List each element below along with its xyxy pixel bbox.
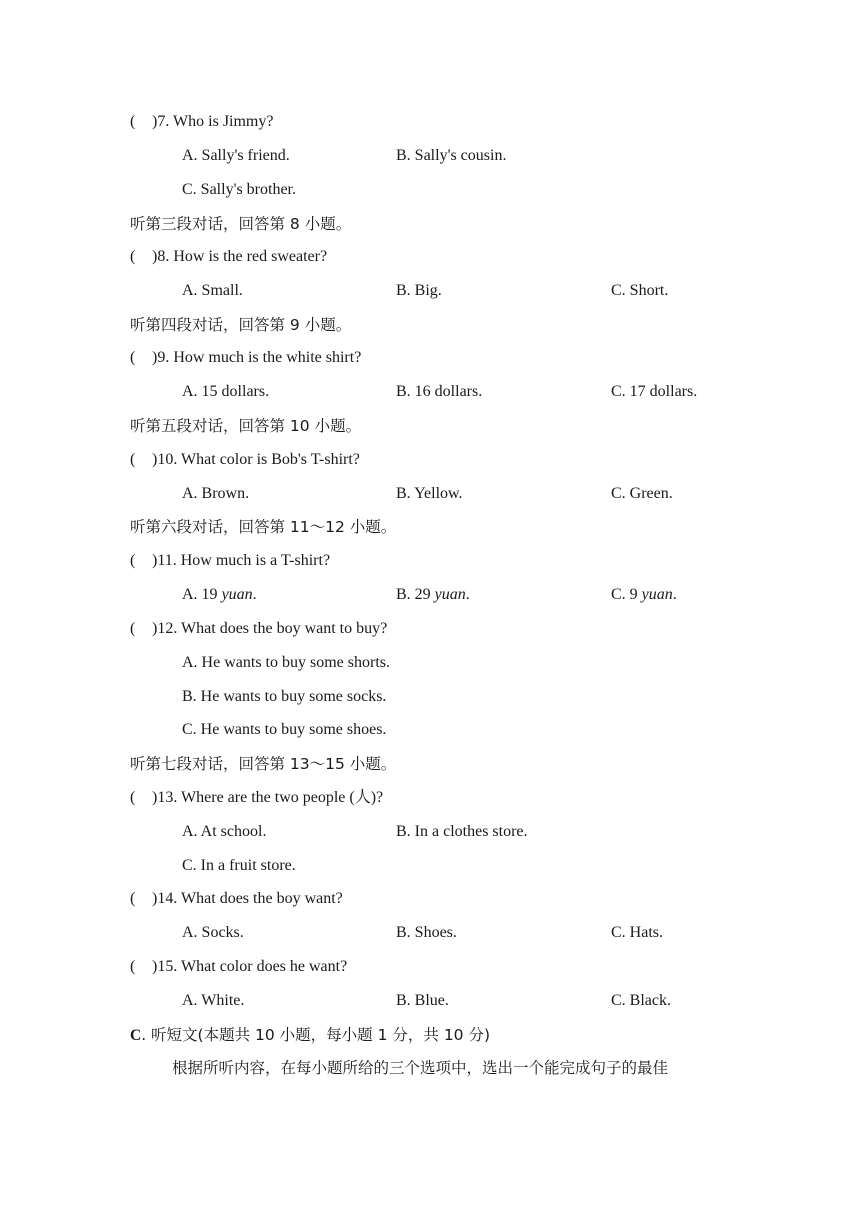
- answer-blank[interactable]: (: [130, 451, 136, 468]
- options-row: [182, 144, 820, 168]
- option-c: C. 17 dollars.: [611, 383, 698, 400]
- option-b: B. Sally's cousin.: [396, 147, 507, 164]
- option-b: B. In a clothes store.: [396, 823, 528, 840]
- option-b: B. 29 yuan.: [396, 586, 470, 603]
- option-a: A. Small.: [182, 282, 243, 299]
- answer-blank[interactable]: (: [130, 349, 136, 366]
- instruction-text: 根据所听内容，在每小题所给的三个选项中，选出一个能完成句子的最佳: [172, 1059, 669, 1077]
- answer-blank[interactable]: (: [130, 552, 136, 569]
- option-b: B. Big.: [396, 282, 442, 299]
- option-c: C. He wants to buy some shoes.: [182, 721, 387, 738]
- option-a: A. White.: [182, 992, 245, 1009]
- answer-blank[interactable]: (: [130, 620, 136, 637]
- section-c-title: [130, 1023, 820, 1047]
- option-b: B. 16 dollars.: [396, 383, 483, 400]
- question-text: )13. Where are the two people (人)?: [152, 789, 384, 806]
- option-a: A. 15 dollars.: [182, 383, 270, 400]
- options-row: [182, 718, 820, 742]
- section-heading: 听第三段对话，回答第 8 小题。: [130, 215, 352, 233]
- options-row: [182, 583, 820, 607]
- option-c: C. In a fruit store.: [182, 857, 296, 874]
- section-title-text: . 听短文(本题共 10 小题，每小题 1 分，共 10 分): [141, 1026, 491, 1044]
- question-text: )11. How much is a T-shirt?: [152, 552, 331, 569]
- option-c: C. Hats.: [611, 924, 663, 941]
- question-7: [130, 110, 820, 134]
- options-row: [182, 380, 820, 404]
- options-row: [182, 685, 820, 709]
- question-text: )12. What does the boy want to buy?: [152, 620, 388, 637]
- question-15: [130, 955, 820, 979]
- option-b: B. Blue.: [396, 992, 449, 1009]
- option-c: C. 9 yuan.: [611, 586, 677, 603]
- answer-blank[interactable]: (: [130, 789, 136, 806]
- section-heading: 听第五段对话，回答第 10 小题。: [130, 417, 362, 435]
- options-row: [182, 279, 820, 303]
- option-b: B. Shoes.: [396, 924, 457, 941]
- section-heading: 听第六段对话，回答第 11～12 小题。: [130, 518, 397, 536]
- option-c: C. Sally's brother.: [182, 181, 296, 198]
- option-b: B. He wants to buy some socks.: [182, 688, 387, 705]
- section-letter: C: [130, 1027, 142, 1044]
- options-row: [182, 820, 820, 844]
- question-text: )15. What color does he want?: [152, 958, 348, 975]
- options-row: [182, 854, 820, 878]
- answer-blank[interactable]: (: [130, 958, 136, 975]
- option-a: A. Brown.: [182, 485, 250, 502]
- question-text: )7. Who is Jimmy?: [152, 113, 274, 130]
- question-14: [130, 887, 820, 911]
- option-a: A. Socks.: [182, 924, 244, 941]
- option-c: C. Black.: [611, 992, 671, 1009]
- question-11: [130, 549, 820, 573]
- answer-blank[interactable]: (: [130, 113, 136, 130]
- question-8: [130, 245, 820, 269]
- question-text: )8. How is the red sweater?: [152, 248, 328, 265]
- option-a: A. At school.: [182, 823, 267, 840]
- question-text: )9. How much is the white shirt?: [152, 349, 362, 366]
- section-heading: 听第七段对话，回答第 13～15 小题。: [130, 755, 397, 773]
- options-row: [182, 482, 820, 506]
- question-9: [130, 346, 820, 370]
- option-c: C. Short.: [611, 282, 669, 299]
- question-10: [130, 448, 820, 472]
- option-a: A. He wants to buy some shorts.: [182, 654, 390, 671]
- question-text: )10. What color is Bob's T-shirt?: [152, 451, 360, 468]
- section-heading: 听第四段对话，回答第 9 小题。: [130, 316, 352, 334]
- options-row: [182, 989, 820, 1013]
- answer-blank[interactable]: (: [130, 890, 136, 907]
- question-text: )14. What does the boy want?: [152, 890, 343, 907]
- option-c: C. Green.: [611, 485, 673, 502]
- options-row: [182, 921, 820, 945]
- options-row: [182, 178, 820, 202]
- option-b: B. Yellow.: [396, 485, 463, 502]
- options-row: [182, 651, 820, 675]
- question-12: [130, 617, 820, 641]
- answer-blank[interactable]: (: [130, 248, 136, 265]
- option-a: A. 19 yuan.: [182, 586, 257, 603]
- question-13: [130, 786, 820, 810]
- option-a: A. Sally's friend.: [182, 147, 290, 164]
